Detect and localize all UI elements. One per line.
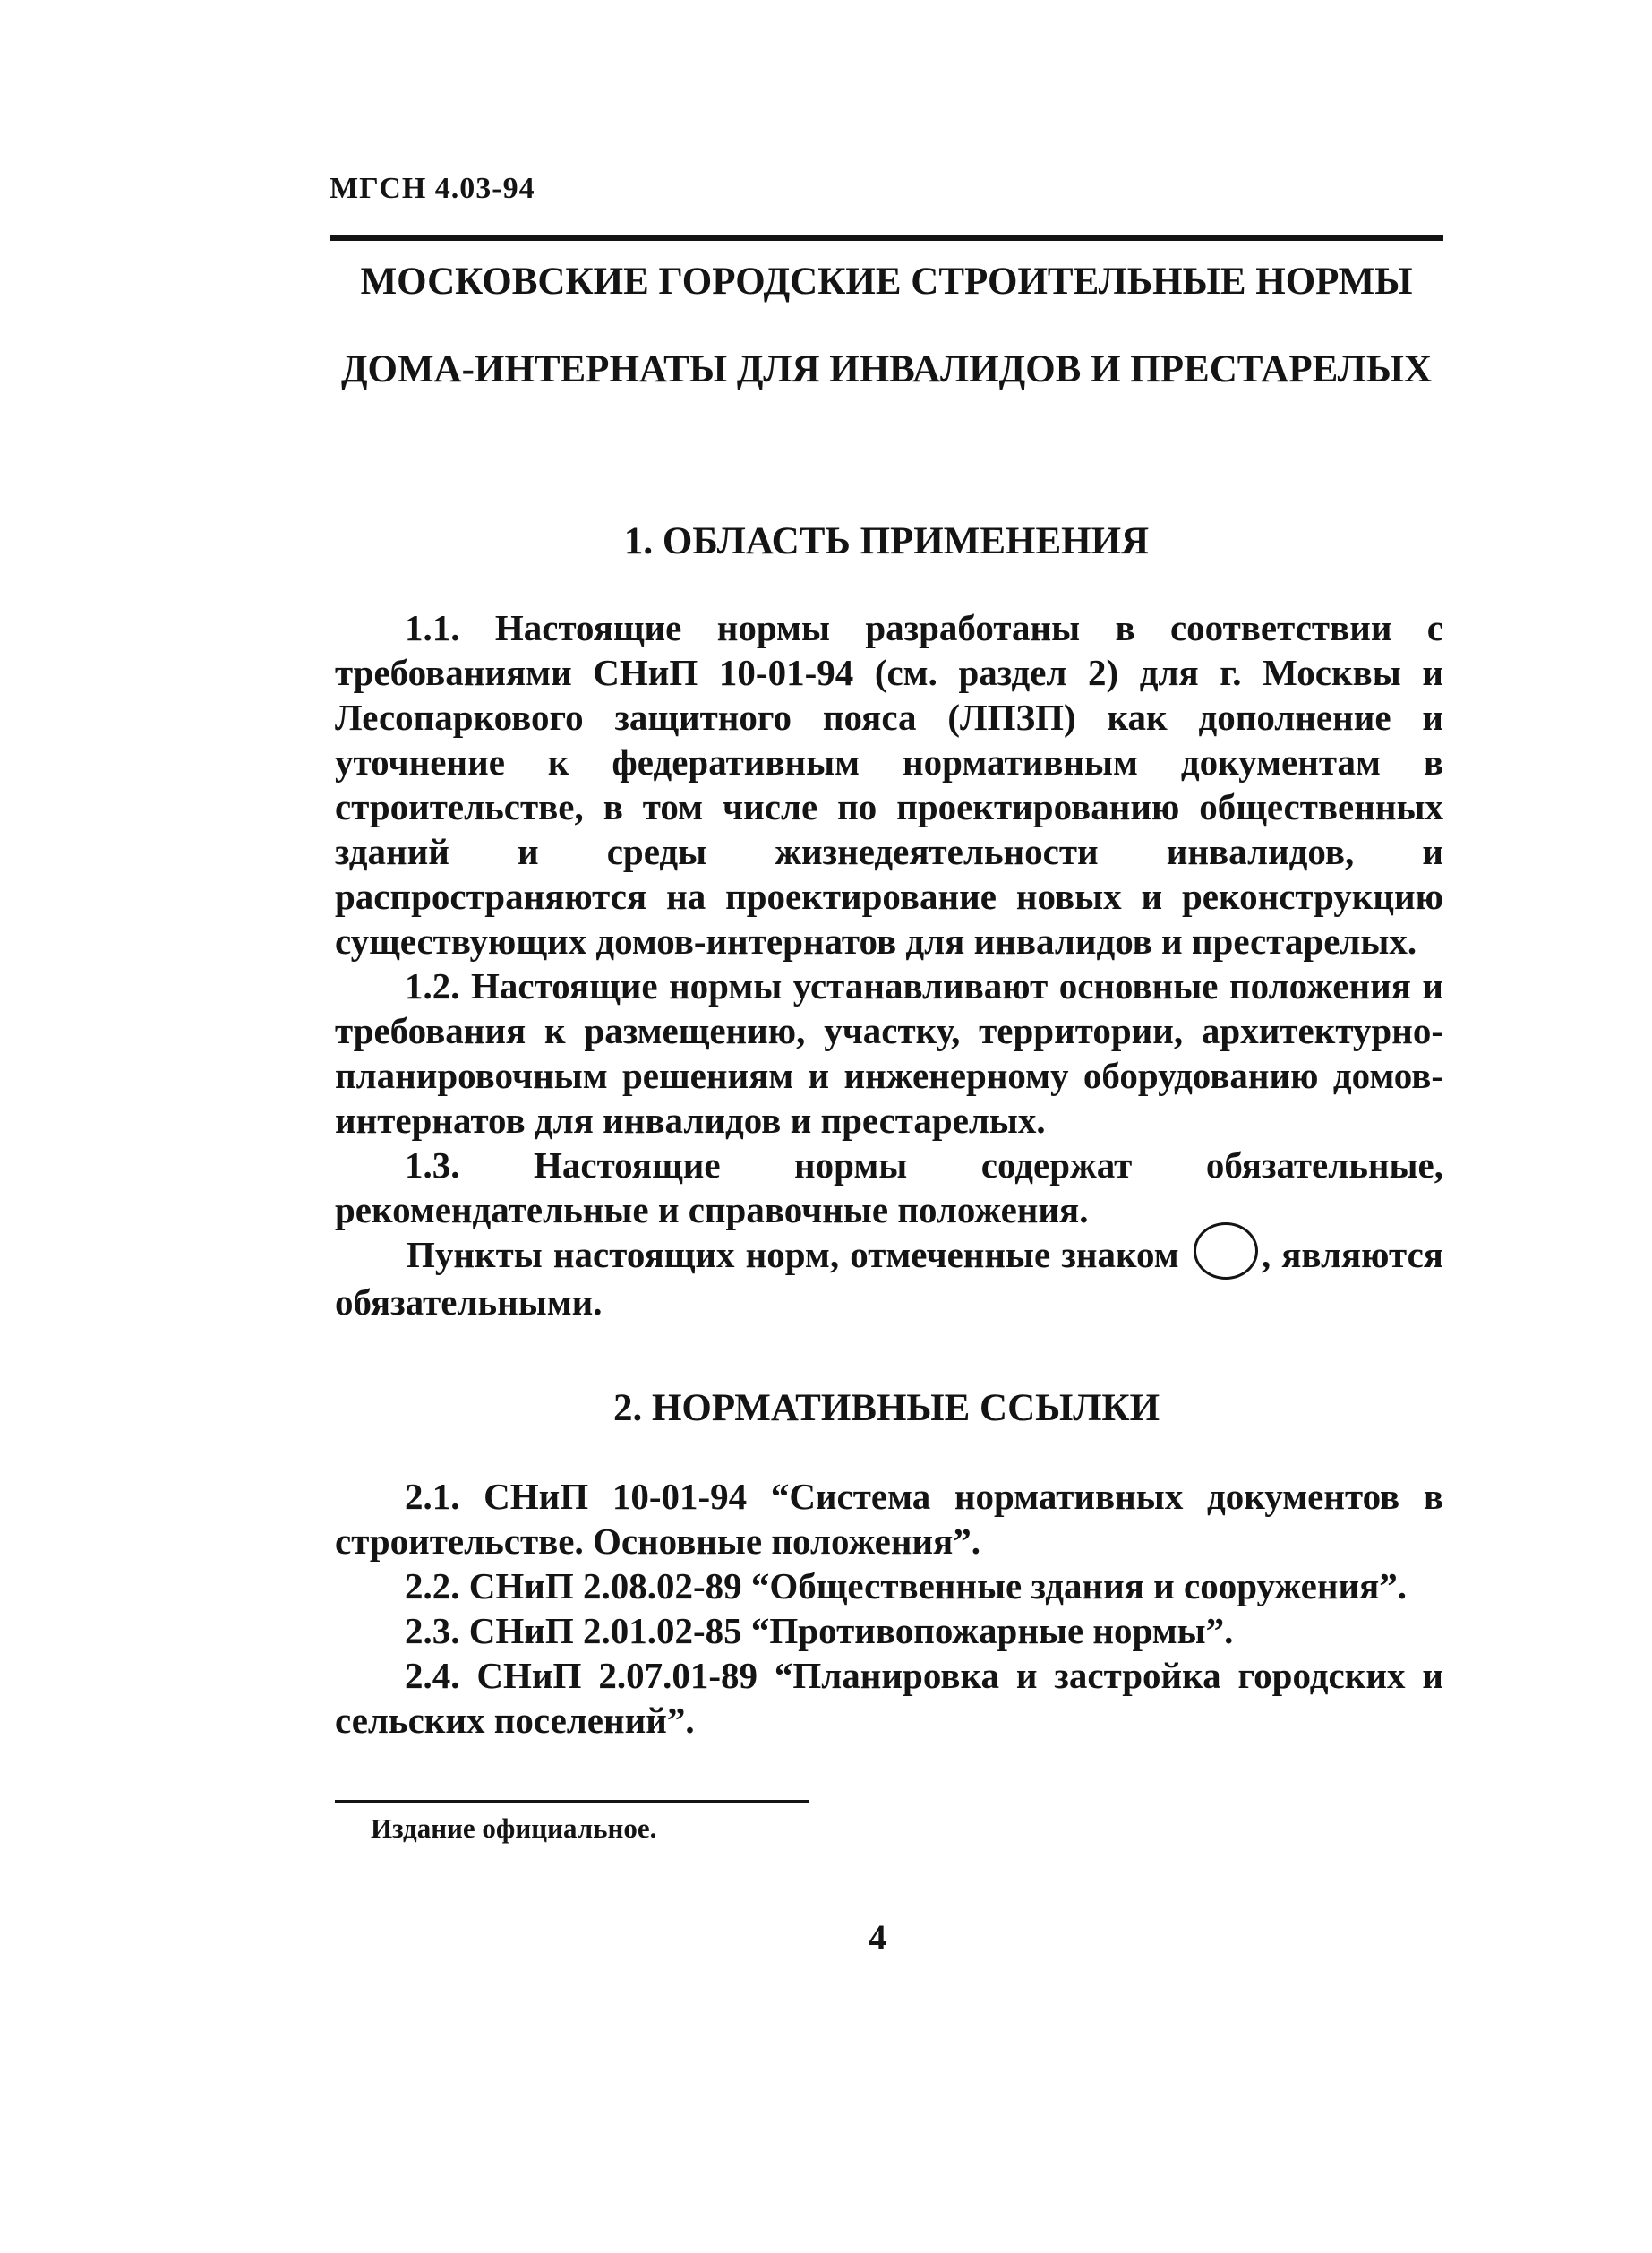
mandatory-note-text-start: Пункты настоящих норм, отмеченные знаком: [407, 1234, 1179, 1275]
reference-item: 2.2. СНиП 2.08.02-89 “Общественные здания и сооружения”.: [405, 1565, 1408, 1606]
section-2-body: [335, 1474, 1443, 1743]
mandatory-circle-icon: [1194, 1222, 1258, 1280]
reference-item: 2.3. СНиП 2.01.02-85 “Противопожарные нормы”.: [405, 1610, 1234, 1651]
section-1-body: [335, 605, 1443, 1324]
page-number: 4: [869, 1917, 886, 1957]
paragraph-mandatory-note: [335, 1232, 1443, 1324]
mandatory-note-text-end: , являются обязательными.: [335, 1234, 1443, 1323]
document-code: МГСН 4.03-94: [330, 172, 535, 205]
reference-item: 2.1. СНиП 10-01-94 “Система нормативных документов в строительстве. Основные положения”.: [335, 1476, 1443, 1562]
paragraph-1-3: 1.3. Настоящие нормы содержат обязательные, рекомендательные и справочные положения.: [335, 1144, 1443, 1230]
document-title-line-1: МОСКОВСКИЕ ГОРОДСКИЕ СТРОИТЕЛЬНЫЕ НОРМЫ: [360, 261, 1413, 303]
footnote-official-edition: Издание официальное.: [371, 1812, 657, 1844]
paragraph-1-2: 1.2. Настоящие нормы устанавливают основные положения и требования к размещению, участку, территории, архитектурно-планировочным решениям и инженерному оборудованию домов-интернатов для инвалидов и престарелых.: [335, 965, 1443, 1141]
header-rule: [330, 235, 1443, 241]
section-1-heading: 1. ОБЛАСТЬ ПРИМЕНЕНИЯ: [623, 520, 1150, 562]
document-title-line-2: ДОМА-ИНТЕРНАТЫ ДЛЯ ИНВАЛИДОВ И ПРЕСТАРЕЛЫХ: [340, 348, 1433, 390]
section-2-heading: 2. НОРМАТИВНЫЕ ССЫЛКИ: [612, 1387, 1160, 1429]
reference-item: 2.4. СНиП 2.07.01-89 “Планировка и застройка городских и сельских поселений”.: [335, 1655, 1443, 1741]
footnote-rule: [335, 1800, 809, 1803]
paragraph-1-1: 1.1. Настоящие нормы разработаны в соответствии с требованиями СНиП 10-01-94 (см. раздел 2) для г. Москвы и Лесопаркового защитного пояса (ЛПЗП) как дополнение и уточнение к федеративным нормативным документам в строительстве, в том числе по проектированию общественных зданий и среды жизнедеятельности инвалидов, и распространяются на проектирование новых и реконструкцию существующих домов-интернатов для инвалидов и престарелых.: [335, 607, 1443, 962]
